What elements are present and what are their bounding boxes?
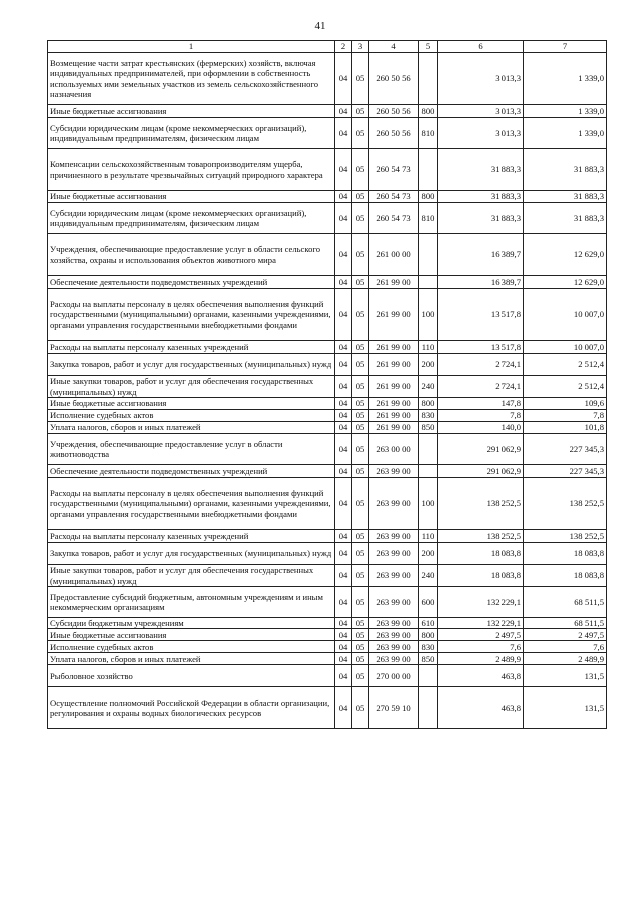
row-target-article: 263 99 00: [369, 478, 419, 530]
row-amount-col6: 2 489,9: [438, 653, 524, 665]
row-amount-col6: 13 517,8: [438, 289, 524, 341]
page-number: 41: [314, 20, 326, 32]
row-section: 04: [335, 587, 352, 618]
row-target-article: 261 99 00: [369, 376, 419, 398]
row-target-article: 263 99 00: [369, 465, 419, 478]
table-row: [48, 53, 607, 105]
table-row: [48, 465, 607, 478]
table-row: [48, 118, 607, 149]
row-target-article: 270 59 10: [369, 687, 419, 729]
row-target-article: 261 99 00: [369, 398, 419, 410]
row-subsection: 05: [352, 422, 369, 434]
row-subsection: 05: [352, 618, 369, 629]
row-amount-col7: 131,5: [524, 665, 607, 687]
row-subsection: 05: [352, 118, 369, 149]
row-subsection: 05: [352, 341, 369, 354]
row-target-article: 261 99 00: [369, 410, 419, 422]
row-target-article: 263 99 00: [369, 653, 419, 665]
table-row: [48, 149, 607, 191]
row-target-article: 260 50 56: [369, 118, 419, 149]
table-row: [48, 289, 607, 341]
table-row: [48, 543, 607, 565]
row-section: 04: [335, 105, 352, 118]
row-name: Иные бюджетные ассигнования: [48, 191, 335, 203]
row-target-article: 263 99 00: [369, 565, 419, 587]
table-row: [48, 354, 607, 376]
row-section: 04: [335, 276, 352, 289]
table-row: [48, 410, 607, 422]
header-cell: 2: [335, 41, 352, 53]
row-section: 04: [335, 687, 352, 729]
table-row: [48, 276, 607, 289]
row-expense-type: 240: [419, 565, 438, 587]
row-subsection: 05: [352, 203, 369, 234]
row-section: 04: [335, 653, 352, 665]
header-cell: 7: [524, 41, 607, 53]
row-name: Рыболовное хозяйство: [48, 665, 335, 687]
row-expense-type: 200: [419, 354, 438, 376]
row-section: 04: [335, 118, 352, 149]
row-amount-col7: 1 339,0: [524, 118, 607, 149]
row-amount-col6: 132 229,1: [438, 618, 524, 629]
row-name: Предоставление субсидий бюджетным, автономным учреждениям и иным некоммерческим организациям: [48, 587, 335, 618]
row-amount-col7: 227 345,3: [524, 465, 607, 478]
row-expense-type: [419, 276, 438, 289]
row-name: Компенсации сельскохозяйственным товаропроизводителям ущерба, причиненного в результате чрезвычайных ситуаций природного характера: [48, 149, 335, 191]
table-row: [48, 398, 607, 410]
row-name: Возмещение части затрат крестьянских (фермерских) хозяйств, включая индивидуальных предпринимателей, при оформлении в собственность используемых ими земельных участков из земель сельскохозяйственного назначения: [48, 53, 335, 105]
row-amount-col7: 109,6: [524, 398, 607, 410]
row-section: 04: [335, 465, 352, 478]
row-subsection: 05: [352, 478, 369, 530]
row-expense-type: 200: [419, 543, 438, 565]
table-body: [48, 53, 607, 729]
row-section: 04: [335, 629, 352, 641]
row-expense-type: 100: [419, 289, 438, 341]
row-expense-type: 800: [419, 105, 438, 118]
row-subsection: 05: [352, 289, 369, 341]
row-amount-col7: 10 007,0: [524, 289, 607, 341]
row-amount-col7: 7,8: [524, 410, 607, 422]
row-expense-type: 100: [419, 478, 438, 530]
row-section: 04: [335, 565, 352, 587]
row-amount-col7: 7,6: [524, 641, 607, 653]
row-target-article: 261 99 00: [369, 341, 419, 354]
table-row: [48, 641, 607, 653]
row-subsection: 05: [352, 398, 369, 410]
table-row: [48, 341, 607, 354]
header-cell: 4: [369, 41, 419, 53]
row-target-article: 263 99 00: [369, 587, 419, 618]
row-amount-col6: 140,0: [438, 422, 524, 434]
row-subsection: 05: [352, 653, 369, 665]
row-amount-col6: 2 724,1: [438, 354, 524, 376]
row-name: Субсидии юридическим лицам (кроме некоммерческих организаций), индивидуальным предпринимателям, физическим лицам: [48, 118, 335, 149]
row-name: Исполнение судебных актов: [48, 641, 335, 653]
row-subsection: 05: [352, 629, 369, 641]
row-target-article: 270 00 00: [369, 665, 419, 687]
row-name: Расходы на выплаты персоналу в целях обеспечения выполнения функций государственными (муниципальными) органами, казенными учреждениями, органами управления государственными внебюджетными фондами: [48, 478, 335, 530]
row-amount-col6: 16 389,7: [438, 276, 524, 289]
row-subsection: 05: [352, 276, 369, 289]
row-subsection: 05: [352, 465, 369, 478]
row-expense-type: [419, 434, 438, 465]
row-amount-col6: 7,8: [438, 410, 524, 422]
row-name: Субсидии юридическим лицам (кроме некоммерческих организаций), индивидуальным предпринимателям, физическим лицам: [48, 203, 335, 234]
row-amount-col7: 31 883,3: [524, 149, 607, 191]
table-row: [48, 478, 607, 530]
row-target-article: 263 99 00: [369, 641, 419, 653]
row-expense-type: [419, 687, 438, 729]
row-target-article: 260 54 73: [369, 191, 419, 203]
row-amount-col7: 31 883,3: [524, 191, 607, 203]
row-amount-col6: 13 517,8: [438, 341, 524, 354]
row-target-article: 263 99 00: [369, 530, 419, 543]
row-name: Уплата налогов, сборов и иных платежей: [48, 653, 335, 665]
row-section: 04: [335, 203, 352, 234]
table-row: [48, 376, 607, 398]
table-row: [48, 629, 607, 641]
row-section: 04: [335, 149, 352, 191]
row-expense-type: 110: [419, 530, 438, 543]
row-target-article: 261 99 00: [369, 289, 419, 341]
row-amount-col6: 16 389,7: [438, 234, 524, 276]
row-amount-col7: 18 083,8: [524, 543, 607, 565]
row-expense-type: [419, 53, 438, 105]
row-subsection: 05: [352, 376, 369, 398]
row-section: 04: [335, 410, 352, 422]
row-target-article: 263 99 00: [369, 618, 419, 629]
row-expense-type: 850: [419, 422, 438, 434]
row-target-article: 260 54 73: [369, 203, 419, 234]
row-amount-col7: 10 007,0: [524, 341, 607, 354]
row-section: 04: [335, 641, 352, 653]
row-target-article: 261 99 00: [369, 276, 419, 289]
row-amount-col7: 68 511,5: [524, 587, 607, 618]
row-target-article: 263 00 00: [369, 434, 419, 465]
row-amount-col6: 2 724,1: [438, 376, 524, 398]
row-section: 04: [335, 543, 352, 565]
row-amount-col7: 2 497,5: [524, 629, 607, 641]
row-amount-col6: 138 252,5: [438, 478, 524, 530]
row-name: Расходы на выплаты персоналу в целях обеспечения выполнения функций государственными (муниципальными) органами, казенными учреждениями, органами управления государственными внебюджетными фондами: [48, 289, 335, 341]
row-subsection: 05: [352, 434, 369, 465]
row-amount-col7: 101,8: [524, 422, 607, 434]
header-cell: 1: [48, 41, 335, 53]
row-target-article: 260 54 73: [369, 149, 419, 191]
row-expense-type: 830: [419, 410, 438, 422]
row-target-article: 263 99 00: [369, 543, 419, 565]
row-subsection: 05: [352, 565, 369, 587]
table-row: [48, 687, 607, 729]
row-name: Иные закупки товаров, работ и услуг для обеспечения государственных (муниципальных) нужд: [48, 376, 335, 398]
row-subsection: 05: [352, 354, 369, 376]
row-amount-col6: 18 083,8: [438, 565, 524, 587]
row-name: Иные бюджетные ассигнования: [48, 629, 335, 641]
table-row: [48, 234, 607, 276]
row-name: Расходы на выплаты персоналу казенных учреждений: [48, 530, 335, 543]
row-expense-type: 810: [419, 118, 438, 149]
row-subsection: 05: [352, 543, 369, 565]
table-row: [48, 422, 607, 434]
row-amount-col6: 138 252,5: [438, 530, 524, 543]
row-name: Иные закупки товаров, работ и услуг для обеспечения государственных (муниципальных) нужд: [48, 565, 335, 587]
row-target-article: 261 00 00: [369, 234, 419, 276]
row-name: Исполнение судебных актов: [48, 410, 335, 422]
row-amount-col6: 3 013,3: [438, 105, 524, 118]
row-name: Обеспечение деятельности подведомственных учреждений: [48, 465, 335, 478]
row-amount-col7: 227 345,3: [524, 434, 607, 465]
row-amount-col6: 3 013,3: [438, 53, 524, 105]
table-row: [48, 587, 607, 618]
row-subsection: 05: [352, 105, 369, 118]
row-amount-col7: 2 489,9: [524, 653, 607, 665]
header-cell: 6: [438, 41, 524, 53]
row-section: 04: [335, 618, 352, 629]
row-section: 04: [335, 434, 352, 465]
row-expense-type: 800: [419, 629, 438, 641]
row-section: 04: [335, 478, 352, 530]
row-amount-col7: 1 339,0: [524, 105, 607, 118]
row-section: 04: [335, 354, 352, 376]
row-amount-col6: 7,6: [438, 641, 524, 653]
row-subsection: 05: [352, 641, 369, 653]
row-amount-col6: 31 883,3: [438, 191, 524, 203]
row-amount-col6: 291 062,9: [438, 465, 524, 478]
row-name: Осуществление полномочий Российской Федерации в области организации, регулирования и охраны водных биологических ресурсов: [48, 687, 335, 729]
table-row: [48, 191, 607, 203]
row-name: Иные бюджетные ассигнования: [48, 398, 335, 410]
row-name: Закупка товаров, работ и услуг для государственных (муниципальных) нужд: [48, 354, 335, 376]
row-section: 04: [335, 665, 352, 687]
row-target-article: 261 99 00: [369, 354, 419, 376]
row-expense-type: 830: [419, 641, 438, 653]
row-section: 04: [335, 53, 352, 105]
row-target-article: 260 50 56: [369, 53, 419, 105]
row-name: Уплата налогов, сборов и иных платежей: [48, 422, 335, 434]
row-section: 04: [335, 289, 352, 341]
row-subsection: 05: [352, 687, 369, 729]
budget-table: [47, 40, 607, 729]
header-cell: 5: [419, 41, 438, 53]
row-amount-col6: 463,8: [438, 687, 524, 729]
row-subsection: 05: [352, 587, 369, 618]
row-expense-type: 810: [419, 203, 438, 234]
row-expense-type: 800: [419, 191, 438, 203]
table-row: [48, 203, 607, 234]
table-row: [48, 530, 607, 543]
row-target-article: 260 50 56: [369, 105, 419, 118]
row-name: Закупка товаров, работ и услуг для государственных (муниципальных) нужд: [48, 543, 335, 565]
row-name: Расходы на выплаты персоналу казенных учреждений: [48, 341, 335, 354]
row-amount-col7: 1 339,0: [524, 53, 607, 105]
row-subsection: 05: [352, 191, 369, 203]
row-expense-type: 610: [419, 618, 438, 629]
row-expense-type: [419, 465, 438, 478]
row-subsection: 05: [352, 53, 369, 105]
row-name: Учреждения, обеспечивающие предоставление услуг в области сельского хозяйства, охраны и использования объектов животного мира: [48, 234, 335, 276]
row-amount-col6: 31 883,3: [438, 203, 524, 234]
row-name: Иные бюджетные ассигнования: [48, 105, 335, 118]
row-section: 04: [335, 422, 352, 434]
table-row: [48, 618, 607, 629]
row-section: 04: [335, 234, 352, 276]
row-amount-col6: 2 497,5: [438, 629, 524, 641]
row-target-article: 263 99 00: [369, 629, 419, 641]
row-amount-col7: 138 252,5: [524, 478, 607, 530]
row-amount-col6: 291 062,9: [438, 434, 524, 465]
row-expense-type: 600: [419, 587, 438, 618]
row-name: Учреждения, обеспечивающие предоставление услуг в области животноводства: [48, 434, 335, 465]
row-subsection: 05: [352, 410, 369, 422]
table-row: [48, 565, 607, 587]
row-section: 04: [335, 376, 352, 398]
row-expense-type: 240: [419, 376, 438, 398]
row-section: 04: [335, 191, 352, 203]
table-row: [48, 105, 607, 118]
row-amount-col6: 147,8: [438, 398, 524, 410]
table-row: [48, 434, 607, 465]
row-expense-type: [419, 149, 438, 191]
row-amount-col7: 31 883,3: [524, 203, 607, 234]
row-expense-type: 800: [419, 398, 438, 410]
row-name: Субсидии бюджетным учреждениям: [48, 618, 335, 629]
row-expense-type: [419, 665, 438, 687]
row-subsection: 05: [352, 530, 369, 543]
row-name: Обеспечение деятельности подведомственных учреждений: [48, 276, 335, 289]
header-cell: 3: [352, 41, 369, 53]
row-amount-col7: 138 252,5: [524, 530, 607, 543]
row-expense-type: 850: [419, 653, 438, 665]
row-amount-col7: 68 511,5: [524, 618, 607, 629]
row-subsection: 05: [352, 149, 369, 191]
row-subsection: 05: [352, 234, 369, 276]
row-amount-col7: 12 629,0: [524, 276, 607, 289]
row-amount-col7: 18 083,8: [524, 565, 607, 587]
row-amount-col6: 18 083,8: [438, 543, 524, 565]
row-amount-col7: 2 512,4: [524, 376, 607, 398]
row-target-article: 261 99 00: [369, 422, 419, 434]
row-amount-col7: 131,5: [524, 687, 607, 729]
row-amount-col6: 3 013,3: [438, 118, 524, 149]
table-row: [48, 665, 607, 687]
row-amount-col6: 31 883,3: [438, 149, 524, 191]
table-row: [48, 653, 607, 665]
header-row: [48, 41, 607, 53]
row-section: 04: [335, 398, 352, 410]
row-expense-type: 110: [419, 341, 438, 354]
row-amount-col7: 12 629,0: [524, 234, 607, 276]
row-section: 04: [335, 341, 352, 354]
row-amount-col6: 463,8: [438, 665, 524, 687]
row-subsection: 05: [352, 665, 369, 687]
row-amount-col7: 2 512,4: [524, 354, 607, 376]
row-expense-type: [419, 234, 438, 276]
row-section: 04: [335, 530, 352, 543]
row-amount-col6: 132 229,1: [438, 587, 524, 618]
